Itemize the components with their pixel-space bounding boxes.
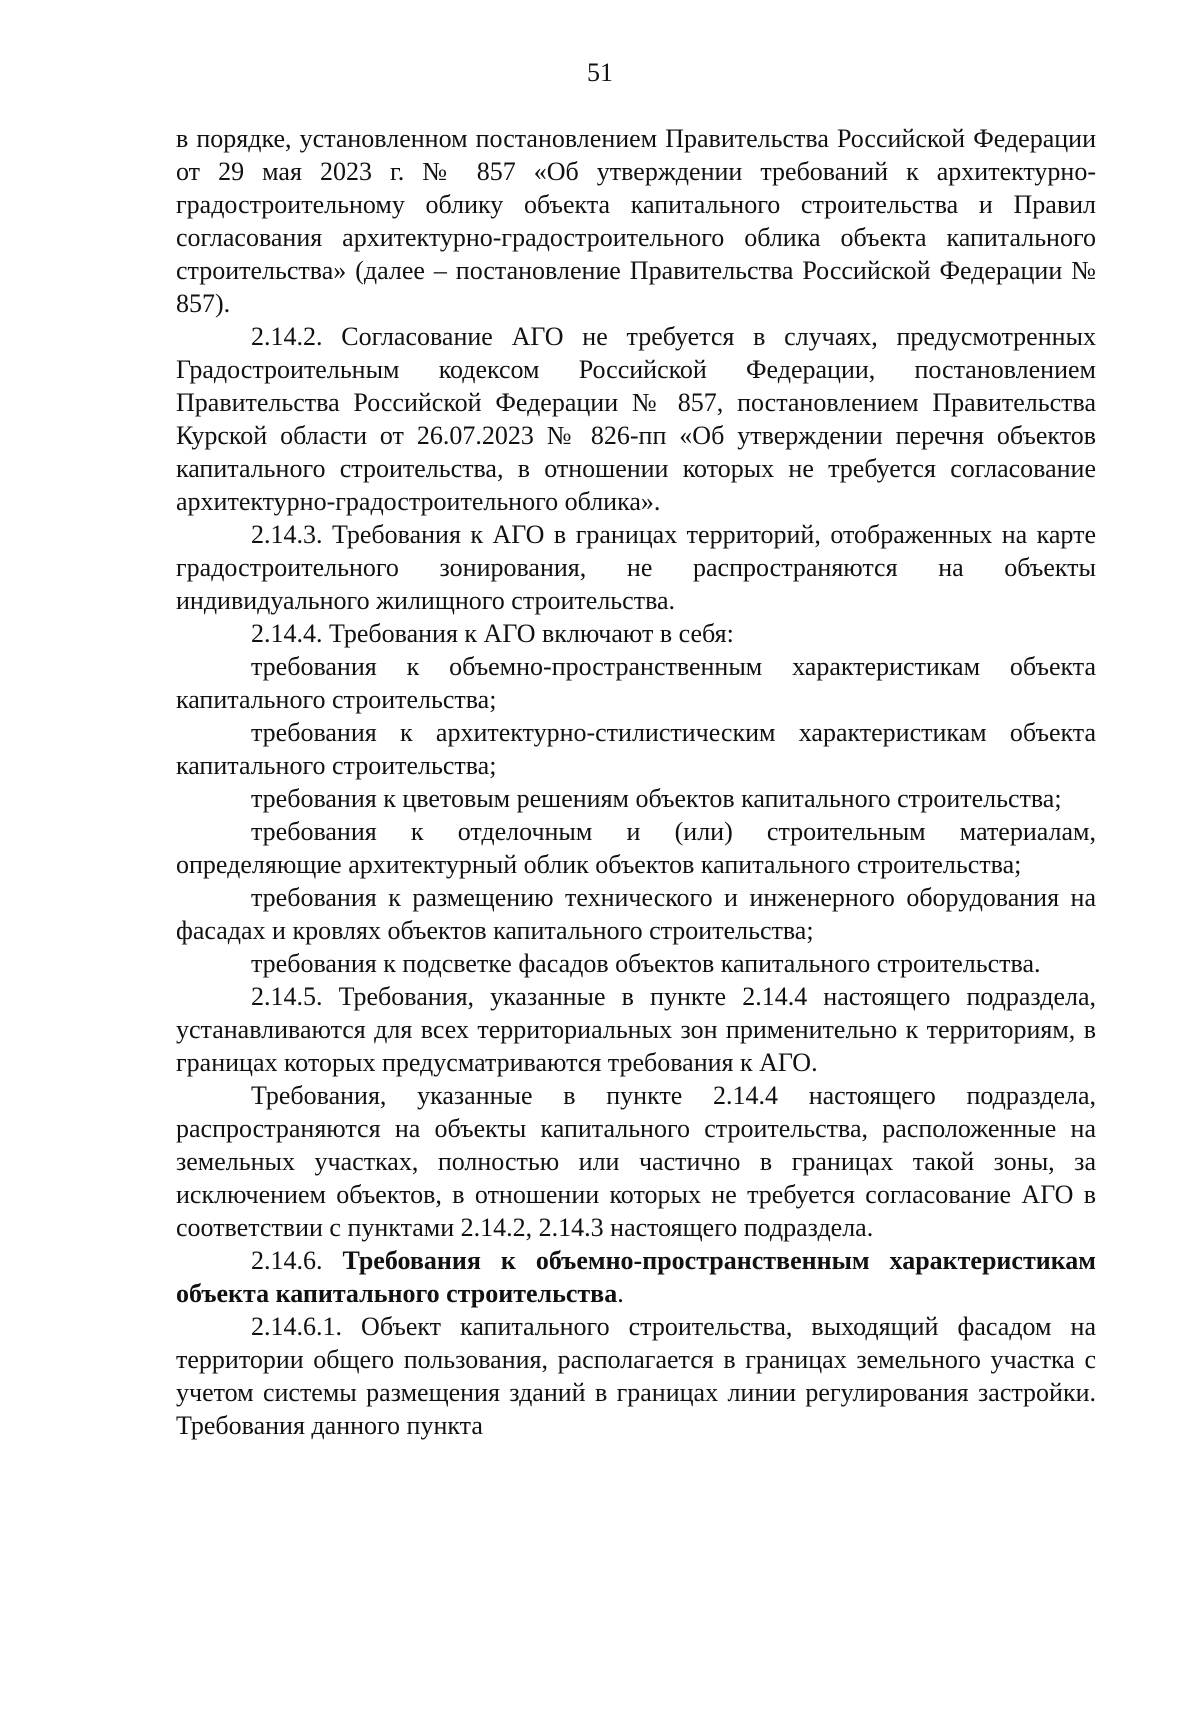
heading-number: 2.14.6.	[251, 1246, 323, 1275]
page-number: 51	[587, 58, 613, 87]
heading-tail: .	[617, 1279, 624, 1308]
paragraph-2-14-3: 2.14.3. Требования к АГО в границах территорий, отображенных на карте градостроительного зонирования, не распространяются на объекты индивидуального жилищного строительства.	[176, 520, 1096, 615]
paragraph-requirements-scope: Требования, указанные в пункте 2.14.4 настоящего подраздела, распространяются на объекты капитального строительства, расположенные на земельных участках, полностью или частично в границах такой зоны, за исключением объектов, в отношении которых не требуется согласование АГО в соответствии с пунктами 2.14.2, 2.14.3 настоящего подраздела.	[176, 1081, 1096, 1242]
list-item-architectural-stylistic: требования к архитектурно-стилистическим характеристикам объекта капитального строительства;	[176, 718, 1096, 780]
list-item-color-solutions: требования к цветовым решениям объектов капитального строительства;	[251, 784, 1062, 813]
list-item-equipment-placement: требования к размещению технического и инженерного оборудования на фасадах и кровлях объектов капитального строительства;	[176, 883, 1096, 945]
list-item-volume-spatial: требования к объемно-пространственным характеристикам объекта капитального строительства;	[176, 652, 1096, 714]
paragraph-2-14-6-1: 2.14.6.1. Объект капитального строительства, выходящий фасадом на территории общего пользования, располагается в границах земельного участка с учетом системы размещения зданий в границах линии регулирования застройки. Требования данного пункта	[176, 1312, 1096, 1440]
list-item-finishing-materials: требования к отделочным и (или) строительным материалам, определяющие архитектурный облик объектов капитального строительства;	[176, 817, 1096, 879]
paragraph-2-14-2: 2.14.2. Согласование АГО не требуется в случаях, предусмотренных Градостроительным кодексом Российской Федерации, постановлением Правительства Российской Федерации № 857, постановлением Правительства Курской области от 26.07.2023 № 826-пп «Об утверждении перечня объектов капитального строительства, в отношении которых не требуется согласование архитектурно-градостроительного облика».	[176, 322, 1096, 516]
paragraph-2-14-4: 2.14.4. Требования к АГО включают в себя:	[251, 619, 734, 648]
heading-2-14-6	[176, 1244, 1096, 1310]
heading-text: Требования к объемно-пространственным характеристикам объекта капитального строительства	[176, 1246, 1096, 1308]
paragraph-continuation: в порядке, установленном постановлением Правительства Российской Федерации от 29 мая 2023 г. № 857 «Об утверждении требований к архитектурно-градостроительному облику объекта капитального строительства и Правил согласования архитектурно-градостроительного облика объекта капитального строительства» (далее – постановление Правительства Российской Федерации № 857).	[176, 124, 1096, 318]
document-body	[176, 122, 1096, 1442]
paragraph-2-14-5: 2.14.5. Требования, указанные в пункте 2.14.4 настоящего подраздела, устанавливаются для всех территориальных зон применительно к территориям, в границах которых предусматриваются требования к АГО.	[176, 982, 1096, 1077]
list-item-facade-lighting: требования к подсветке фасадов объектов капитального строительства.	[251, 949, 1041, 978]
